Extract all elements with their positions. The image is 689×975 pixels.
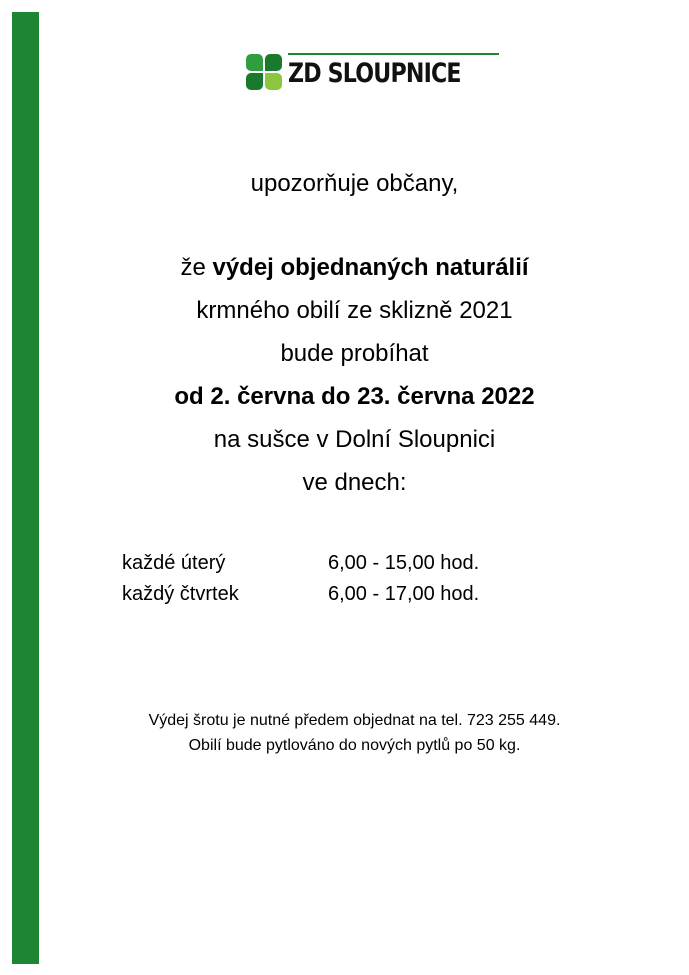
schedule-table bbox=[122, 548, 479, 610]
intro-text: upozorňuje občany, bbox=[250, 170, 459, 197]
order-note: Výdej šrotu je nutné předem objednat na tel. 723 255 449. bbox=[148, 712, 561, 729]
four-leaf-clover-icon bbox=[246, 54, 282, 90]
schedule-time: 6,00 - 17,00 hod. bbox=[328, 583, 480, 605]
notes bbox=[40, 708, 669, 758]
notice-line-2: krmného obilí ze sklizně 2021 bbox=[196, 297, 513, 324]
schedule-day: každý čtvrtek bbox=[122, 583, 239, 605]
notice-intro bbox=[40, 162, 669, 205]
notice-date-range: od 2. června do 23. června 2022 bbox=[174, 383, 535, 410]
notice-body bbox=[40, 246, 669, 504]
notice-line-6: ve dnech: bbox=[302, 469, 407, 496]
notice-line-1-bold: výdej objednaných naturálií bbox=[212, 254, 529, 281]
logo-rule bbox=[288, 53, 499, 55]
company-logo bbox=[246, 52, 499, 92]
packing-note: Obilí bude pytlováno do nových pytlů po 50 kg. bbox=[188, 737, 521, 754]
schedule-row bbox=[122, 548, 479, 579]
notice-line-1 bbox=[40, 246, 669, 289]
notice-location: na sušce v Dolní Sloupnici bbox=[213, 426, 496, 453]
notice-line-1-prefix: že bbox=[180, 254, 213, 281]
logo-text: ZD SLOUPNICE bbox=[288, 58, 461, 89]
schedule-day: každé úterý bbox=[122, 552, 226, 574]
schedule-time: 6,00 - 15,00 hod. bbox=[328, 552, 480, 574]
green-side-bar bbox=[12, 12, 39, 964]
schedule-row bbox=[122, 579, 479, 610]
notice-line-3: bude probíhat bbox=[280, 340, 429, 367]
